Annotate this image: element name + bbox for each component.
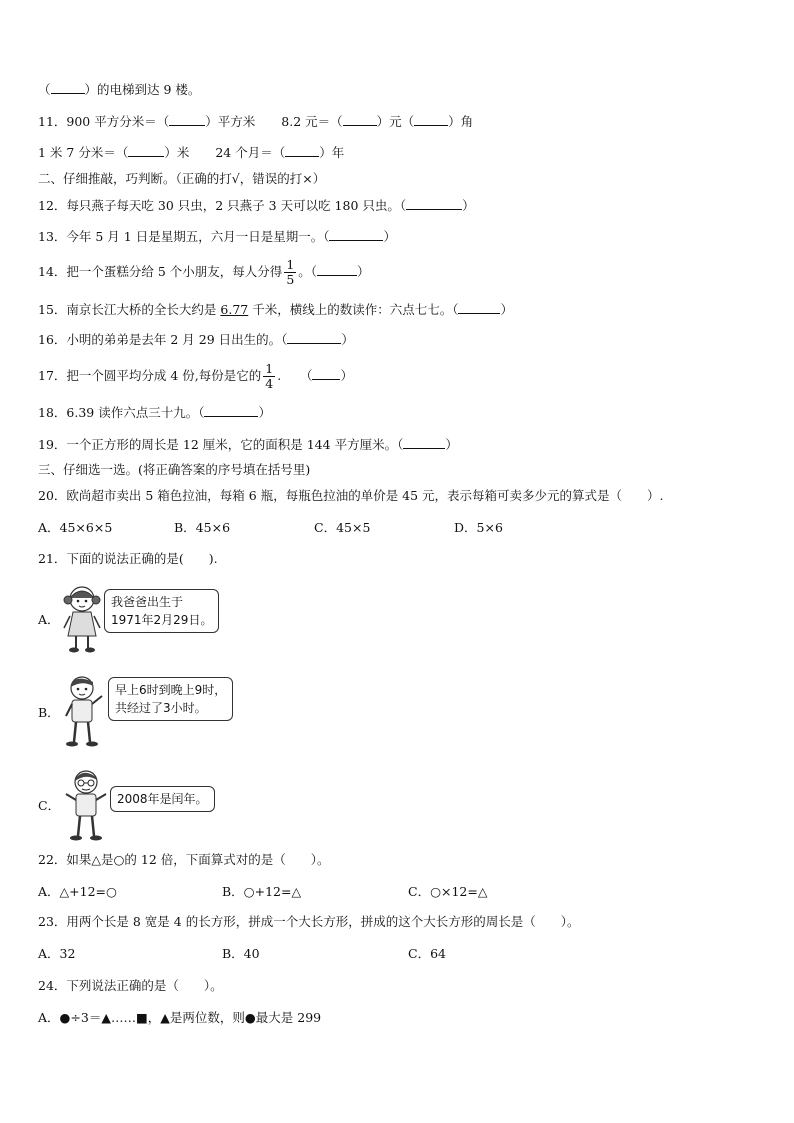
boy-figure-icon	[62, 674, 104, 750]
paren: ）	[340, 368, 353, 383]
option-b[interactable]: B．	[38, 705, 60, 720]
q24-option-a[interactable]: A．●÷3＝▲……■，▲是两位数，则●最大是 299	[38, 1010, 322, 1025]
q16-text: 16．小明的弟弟是去年 2 月 29 日出生的。（	[38, 332, 288, 347]
q17	[38, 360, 353, 392]
q15-text: 15．南京长江大桥的全长大约是	[38, 302, 221, 317]
q19-text: 19．一个正方形的周长是 12 厘米，它的面积是 144 平方厘米。（	[38, 437, 404, 452]
answer-blank[interactable]	[312, 368, 340, 380]
option-c[interactable]: C．	[38, 798, 61, 813]
q19	[38, 437, 458, 453]
paren: （	[38, 82, 51, 97]
option-b[interactable]: B．○+12=△	[222, 884, 302, 899]
girl-figure-icon	[62, 584, 102, 654]
q11-b1-end: ）米	[164, 145, 190, 160]
q10-text: 的电梯到达 9 楼。	[97, 82, 201, 97]
q12-text: 12．每只燕子每天吃 30 只虫，2 只燕子 3 天可以吃 180 只虫。（	[38, 198, 407, 213]
option-a[interactable]: A．45×6×5	[38, 520, 113, 535]
q15	[38, 302, 513, 318]
q18	[38, 405, 271, 421]
q23-stem: 23．用两个长是 8 宽是 4 的长方形，拼成一个大长方形，拼成的这个大长方形的周长是（ ）。	[38, 914, 580, 929]
speech-bubble-b	[108, 677, 233, 721]
q12	[38, 198, 475, 214]
answer-blank[interactable]	[317, 264, 357, 276]
section-2-heading: 二、仔细推敲，巧判断。（正确的打√，错误的打×）	[38, 171, 326, 186]
boy-with-glasses-icon	[64, 768, 108, 844]
q17-text: 17．把一个圆平均分成 4 份,每份是它的	[38, 368, 262, 383]
answer-blank[interactable]	[285, 145, 319, 157]
fraction	[263, 362, 275, 391]
denominator: 4	[265, 376, 274, 391]
q13-text: 13．今年 5 月 1 日是星期五，六月一日是星期一。（	[38, 229, 330, 244]
q11-a2: 8.2 元＝（	[281, 114, 343, 129]
bubble-line: 1971年2月29日。	[111, 613, 213, 627]
q14-end: 。（	[298, 264, 318, 279]
answer-blank[interactable]	[287, 332, 341, 344]
answer-blank[interactable]	[204, 405, 258, 417]
q14	[38, 256, 370, 288]
q11-a2-end: ）角	[448, 114, 474, 129]
q16	[38, 332, 354, 348]
option-c[interactable]: C．64	[408, 946, 446, 961]
numerator: 1	[265, 361, 274, 376]
option-c[interactable]: C．○×12=△	[408, 884, 488, 899]
q15-end: 千米，横线上的数读作：六点七七。（	[248, 302, 459, 317]
paren: ）	[383, 229, 396, 244]
paren: ）	[258, 405, 271, 420]
option-b[interactable]: B．45×6	[174, 520, 231, 535]
q14-text: 14．把一个蛋糕分给 5 个小朋友，每人分得	[38, 264, 283, 279]
paren: ）	[341, 332, 354, 347]
q17-end: . （	[277, 368, 313, 383]
paren: ）	[357, 264, 370, 279]
q13	[38, 229, 396, 245]
option-d[interactable]: D．5×6	[454, 520, 503, 535]
option-a[interactable]: A．△+12=○	[38, 884, 117, 899]
underlined-number: 6.77	[220, 302, 249, 317]
answer-blank[interactable]	[414, 114, 448, 126]
q11-b2-end: ）年	[319, 145, 345, 160]
paren: ）	[84, 82, 98, 97]
q22-stem: 22．如果△是○的 12 倍，下面算式对的是（ ）。	[38, 852, 330, 867]
q11-line-1	[38, 114, 473, 130]
question-number: 11．	[38, 114, 67, 129]
q18-text: 18．6.39 读作六点三十九。（	[38, 405, 205, 420]
speech-bubble-a	[104, 589, 219, 633]
answer-blank[interactable]	[458, 302, 500, 314]
q11-b2: 24 个月＝（	[215, 145, 286, 160]
option-a[interactable]: A．32	[38, 946, 76, 961]
bubble-line: 我爸爸出生于	[111, 595, 184, 609]
speech-bubble-c	[110, 786, 215, 812]
answer-blank[interactable]	[343, 114, 377, 126]
option-b[interactable]: B．40	[222, 946, 260, 961]
option-c[interactable]: C．45×5	[314, 520, 371, 535]
option-a[interactable]: A．	[38, 612, 60, 627]
paren: ）	[462, 198, 475, 213]
q11-b1: 1 米 7 分米＝（	[38, 145, 129, 160]
answer-blank[interactable]	[406, 198, 462, 210]
paren: ）	[500, 302, 513, 317]
answer-blank[interactable]	[128, 145, 164, 157]
numerator: 1	[286, 257, 295, 272]
bubble-line: 2008年是闰年。	[117, 792, 208, 806]
section-3-heading: 三、仔细选一选。(将正确答案的序号填在括号里)	[38, 462, 311, 477]
q11-a1: 900 平方分米＝（	[66, 114, 170, 129]
q11-a1-end: ）平方米	[205, 114, 256, 129]
bubble-line: 共经过了3小时。	[115, 701, 207, 715]
answer-blank[interactable]	[403, 437, 445, 449]
answer-blank[interactable]	[169, 114, 205, 126]
q22-options	[38, 884, 487, 900]
denominator: 5	[286, 272, 295, 287]
q10-tail-line	[38, 82, 200, 98]
q11-a2-mid: ）元（	[376, 114, 415, 129]
q20-options	[38, 520, 503, 536]
answer-blank[interactable]	[51, 82, 85, 94]
answer-blank[interactable]	[329, 229, 383, 241]
fraction	[284, 258, 296, 287]
q24-stem: 24．下列说法正确的是（ ）。	[38, 978, 223, 993]
q23-options	[38, 946, 446, 962]
q20-stem: 20．欧尚超市卖出 5 箱色拉油，每箱 6 瓶，每瓶色拉油的单价是 45 元，表示每箱可卖多少元的算式是（ ）.	[38, 488, 664, 503]
q21-stem: 21．下面的说法正确的是( ).	[38, 551, 218, 566]
bubble-line: 早上6时到晚上9时，	[115, 683, 227, 697]
paren: ）	[445, 437, 458, 452]
q11-line-2	[38, 145, 344, 161]
